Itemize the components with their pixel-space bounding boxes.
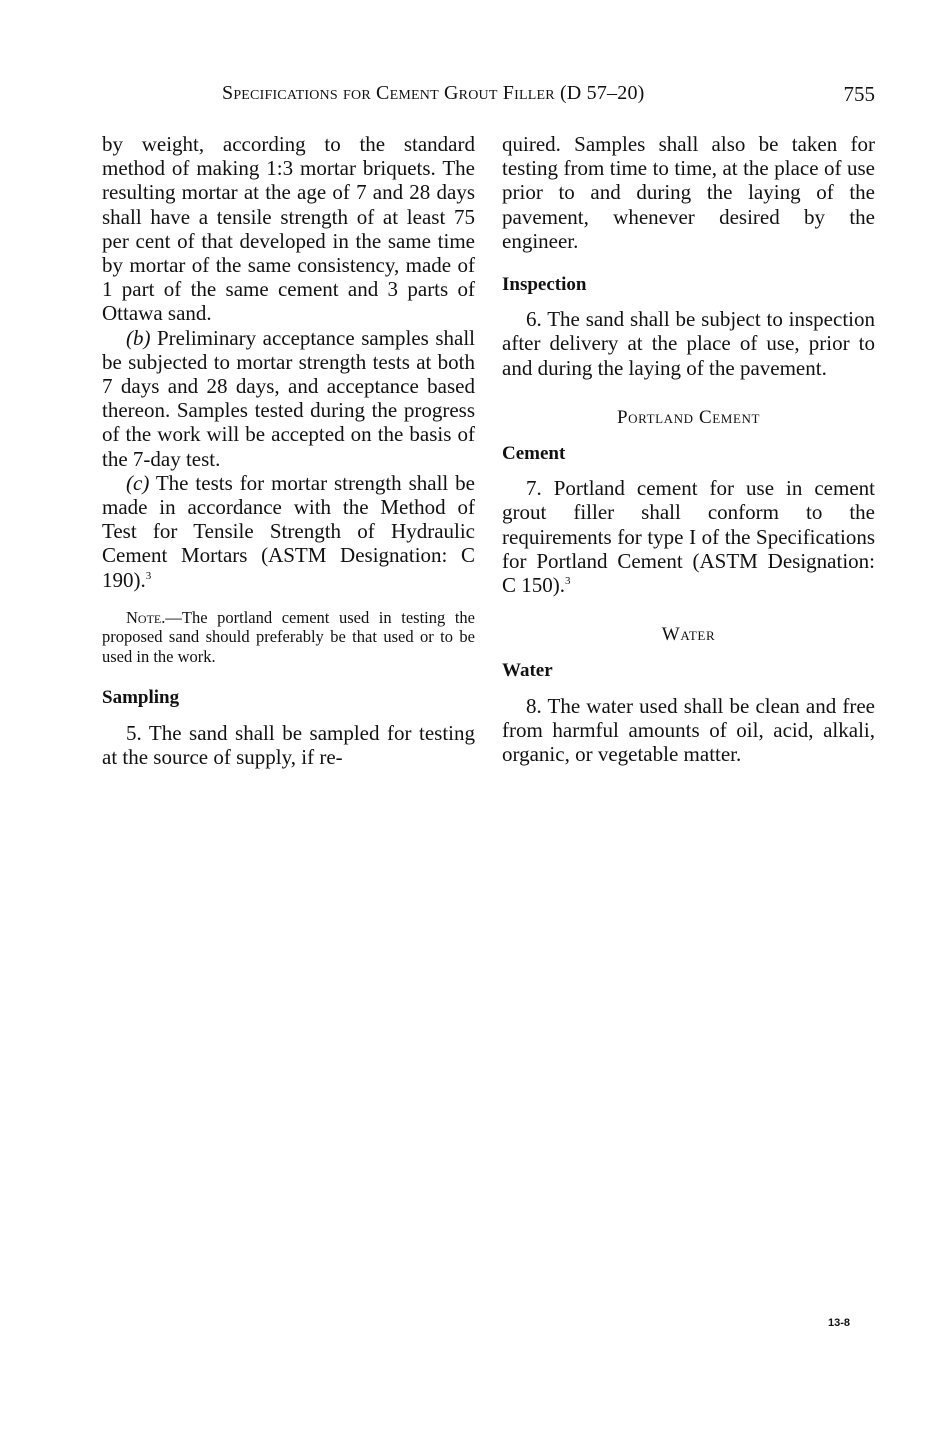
- page-number: 755: [843, 82, 875, 106]
- item-label-c: (c): [126, 470, 150, 495]
- page-header: [102, 82, 875, 112]
- note-text: —The portland cement used in testing the proposed sand should preferably be that used or to be used in the work.: [102, 607, 475, 666]
- section-heading-cement: Cement: [502, 443, 566, 465]
- footnote-ref: 3: [565, 575, 571, 588]
- signature-mark: 13-8: [828, 1317, 851, 1329]
- right-column: [502, 132, 875, 766]
- centered-heading-portland-cement: Portland Cement: [616, 406, 761, 428]
- paragraph-6: 6. The sand shall be subject to inspection after delivery at the place of use, prior to and during the laying of the pavement.: [502, 307, 875, 380]
- paragraph-c-text: The tests for mortar strength shall be made in accordance with the Method of Test for Tensile Strength of Hydraulic Cement Mortars (ASTM Designation: C 190).: [102, 470, 475, 592]
- paragraph-b: [102, 326, 475, 471]
- item-label-b: (b): [126, 325, 151, 350]
- note-label: Note.: [126, 607, 166, 627]
- section-heading-sampling: Sampling: [102, 687, 180, 709]
- paragraph-5: 5. The sand shall be sampled for testing at the source of supply, if re-: [102, 720, 475, 769]
- section-heading-inspection: Inspection: [502, 274, 587, 296]
- running-head: Specifications for Cement Grout Filler (D 57–20): [222, 82, 645, 104]
- left-column: [102, 132, 475, 769]
- paragraph-7-text: 7. Portland cement for use in cement grout filler shall conform to the requirements for type I of the Specifications for Portland Cement (ASTM Designation: C 150).: [502, 476, 875, 598]
- paragraph-5-continuation: quired. Samples shall also be taken for testing from time to time, at the place of use prior to and during the laying of the pavement, whenever desired by the engineer.: [502, 132, 875, 253]
- paragraph-b-text: Preliminary acceptance samples shall be subjected to mortar strength tests at both 7 days and 28 days, and acceptance based thereon. Samples tested during the progress of the work will be accepted on the basis of the 7-day test.: [102, 325, 475, 471]
- paragraph-c: [102, 471, 475, 592]
- section-heading-water: Water: [502, 660, 553, 682]
- note: [102, 608, 475, 667]
- footnote-ref: 3: [145, 569, 152, 582]
- centered-heading-water: Water: [661, 624, 716, 646]
- paragraph-7: [502, 476, 875, 597]
- paragraph-8: 8. The water used shall be clean and free from harmful amounts of oil, acid, alkali, organic, or vegetable matter.: [502, 693, 875, 767]
- paragraph-continuation: by weight, according to the standard method of making 1:3 mortar briquets. The resulting mortar at the age of 7 and 28 days shall have a tensile strength of at least 75 per cent of that developed in the same time by mortar of the same consistency, made of 1 part of the same cement and 3 parts of Ottawa sand.: [102, 132, 475, 326]
